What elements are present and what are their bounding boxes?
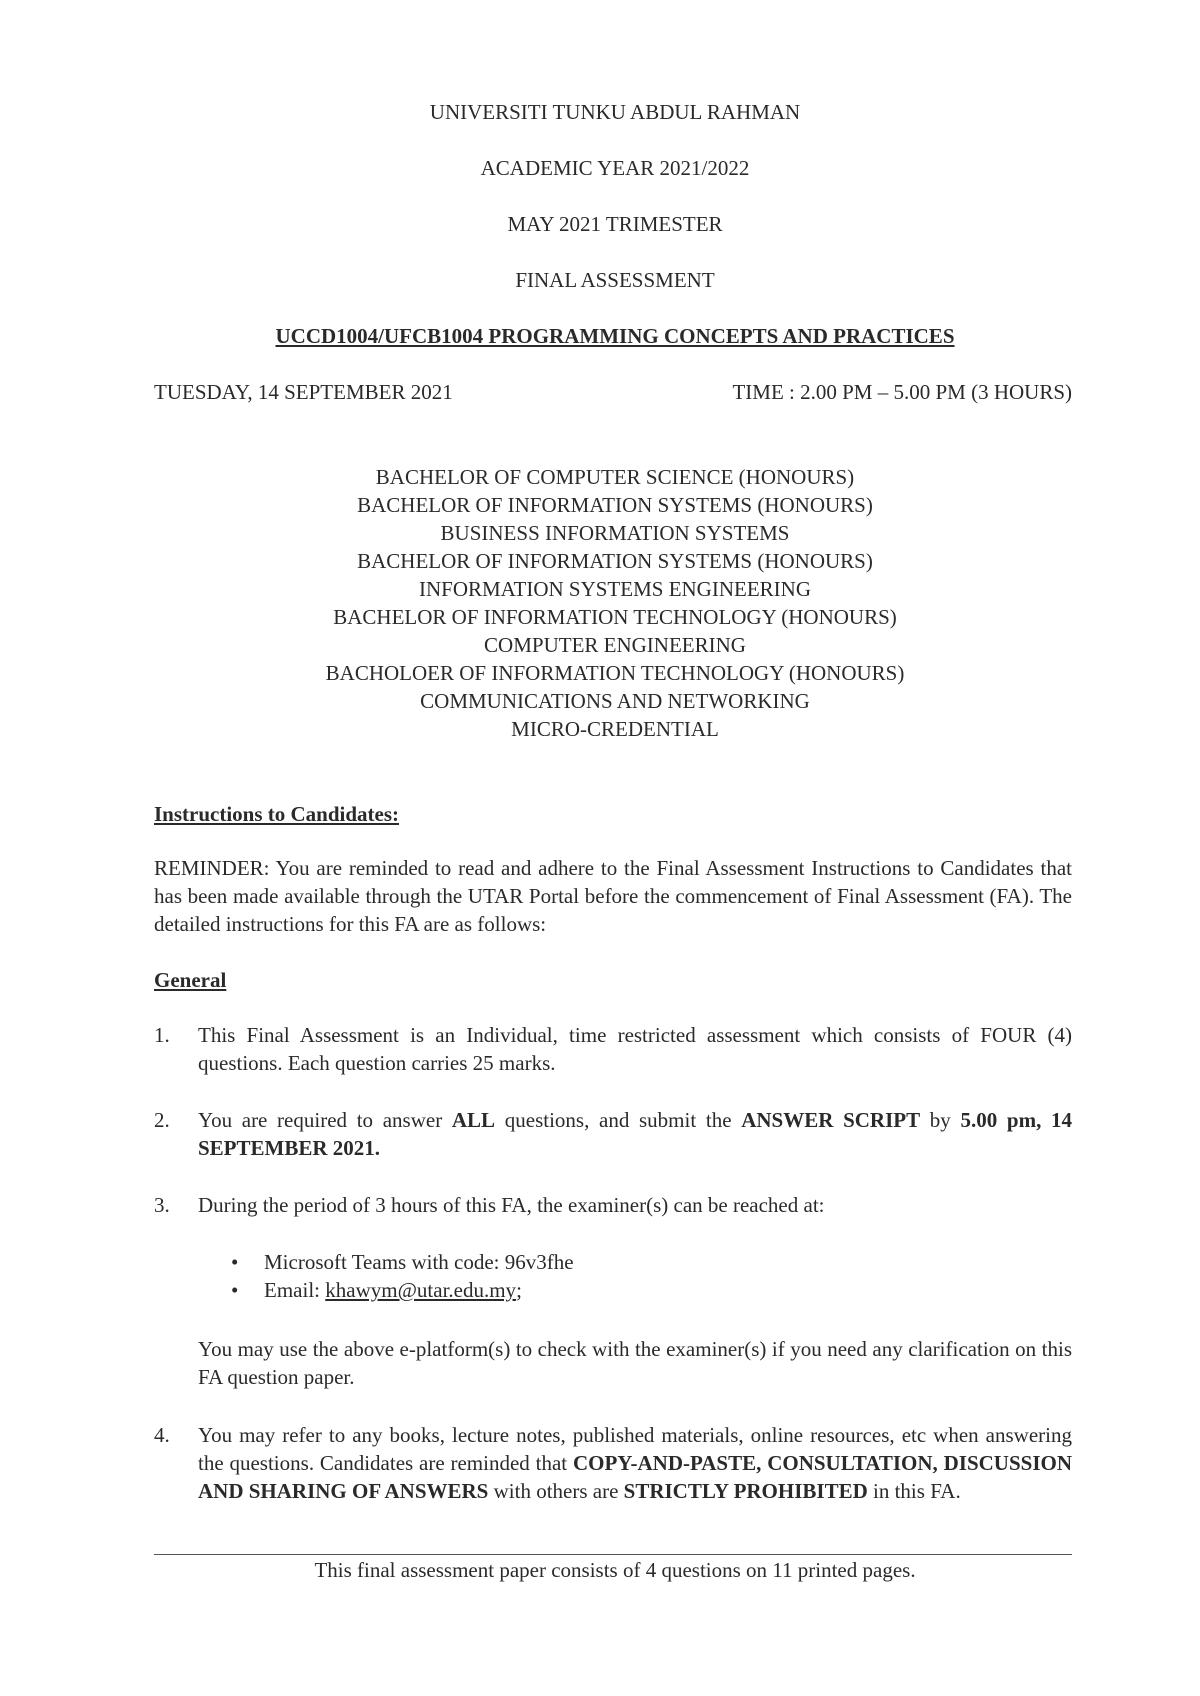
text-run: questions, and submit the xyxy=(495,1108,742,1132)
item-number: 1. xyxy=(154,1023,170,1047)
assessment-type: FINAL ASSESSMENT xyxy=(515,268,715,292)
instruction-item-3 xyxy=(154,1191,1072,1219)
footer-divider xyxy=(154,1554,1072,1555)
item-text xyxy=(198,1421,1072,1505)
bullet-icon: • xyxy=(231,1250,239,1274)
list-item xyxy=(231,1276,574,1304)
programme-line: BUSINESS INFORMATION SYSTEMS xyxy=(440,521,790,545)
programme-line: COMMUNICATIONS AND NETWORKING xyxy=(420,689,810,713)
programme-line: MICRO-CREDENTIAL xyxy=(511,717,719,741)
text-run: with others are xyxy=(488,1479,624,1503)
exam-date: TUESDAY, 14 SEPTEMBER 2021 xyxy=(154,380,453,404)
bold-text: STRICTLY PROHIBITED xyxy=(623,1479,868,1503)
instructions-heading: Instructions to Candidates: xyxy=(154,802,400,826)
item-number: 3. xyxy=(154,1193,170,1217)
exam-time: TIME : 2.00 PM – 5.00 PM (3 HOURS) xyxy=(732,380,1072,404)
item-text xyxy=(198,1106,1072,1162)
teams-code: Microsoft Teams with code: 96v3fhe xyxy=(264,1250,574,1274)
programme-line: BACHELOR OF COMPUTER SCIENCE (HONOURS) xyxy=(375,465,855,489)
item-text: During the period of 3 hours of this FA, the examiner(s) can be reached at: xyxy=(198,1193,825,1217)
bold-text: COPY-AND-PASTE, CONSULTATION, DISCUSSION AND SHARING OF ANSWERS xyxy=(198,1451,1072,1503)
reminder-paragraph: REMINDER: You are reminded to read and adhere to the Final Assessment Instructions to Candidates that has been made available through the UTAR Portal before the commencement of Final Assessment (FA). The detailed instructions for this FA are as follows: xyxy=(154,856,1072,936)
programme-list xyxy=(0,463,1200,743)
item-number: 4. xyxy=(154,1423,170,1447)
text-run: ; xyxy=(516,1278,522,1302)
trimester: MAY 2021 TRIMESTER xyxy=(507,212,723,236)
text-run: in this FA. xyxy=(867,1479,961,1503)
course-title: UCCD1004/UFCB1004 PROGRAMMING CONCEPTS AND PRACTICES xyxy=(275,324,955,348)
university-name: UNIVERSITI TUNKU ABDUL RAHMAN xyxy=(429,100,801,124)
instruction-item-1 xyxy=(154,1021,1072,1077)
bold-text: ANSWER SCRIPT xyxy=(741,1108,921,1132)
bold-text: 5.00 pm, 14 SEPTEMBER 2021. xyxy=(198,1108,1073,1160)
programme-line: BACHELOR OF INFORMATION SYSTEMS (HONOURS) xyxy=(357,493,873,517)
programme-line: COMPUTER ENGINEERING xyxy=(484,633,746,657)
instruction-item-4 xyxy=(154,1421,1072,1505)
email-link[interactable]: khawym@utar.edu.my xyxy=(325,1278,517,1302)
item-number: 2. xyxy=(154,1108,170,1132)
programme-line: INFORMATION SYSTEMS ENGINEERING xyxy=(418,577,811,601)
bold-text: ALL xyxy=(451,1108,496,1132)
text-run: You are required to answer xyxy=(198,1108,452,1132)
general-heading: General xyxy=(154,968,227,992)
programme-line: BACHELOR OF INFORMATION SYSTEMS (HONOURS) xyxy=(357,549,873,573)
academic-year: ACADEMIC YEAR 2021/2022 xyxy=(480,156,750,180)
item-text: This Final Assessment is an Individual, time restricted assessment which consists of FOUR (4) questions. Each question carries 25 marks. xyxy=(198,1023,1072,1075)
page-footer: This final assessment paper consists of 4 questions on 11 printed pages. xyxy=(314,1558,916,1582)
list-item xyxy=(231,1248,574,1276)
contact-note: You may use the above e-platform(s) to check with the examiner(s) if you need any clarification on this FA question paper. xyxy=(198,1337,1072,1389)
text-run: by xyxy=(920,1108,961,1132)
instruction-item-2 xyxy=(154,1106,1072,1162)
contact-list xyxy=(231,1248,574,1304)
bullet-icon: • xyxy=(231,1278,239,1302)
programme-line: BACHELOR OF INFORMATION TECHNOLOGY (HONOURS) xyxy=(333,605,897,629)
programme-line: BACHOLOER OF INFORMATION TECHNOLOGY (HONOURS) xyxy=(325,661,905,685)
text-run: You may refer to any books, lecture notes, published materials, online resources, etc when answering the questions. Candidates are reminded that xyxy=(198,1423,1072,1475)
email-label: Email: xyxy=(264,1278,326,1302)
